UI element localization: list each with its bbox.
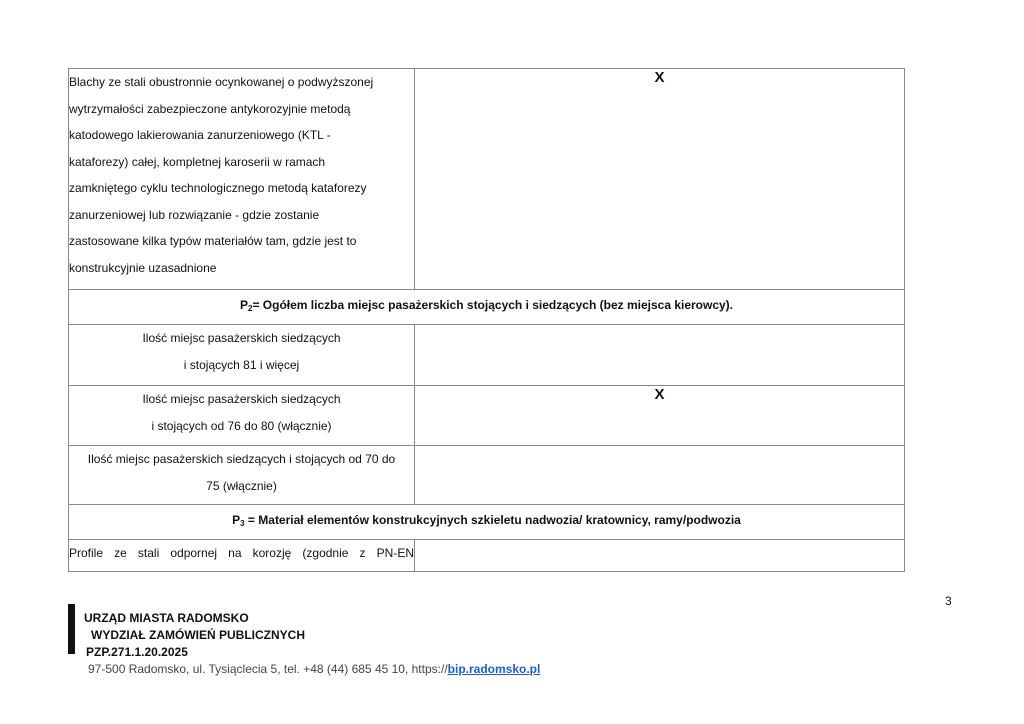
selection-mark-cell: [415, 446, 905, 505]
description-line: Ilość miejsc pasażerskich siedzących i stojących od 70 do: [87, 452, 396, 466]
description-line: Ilość miejsc pasażerskich siedzących: [142, 331, 341, 345]
table-row: [69, 69, 905, 290]
footer-contact: [84, 662, 540, 676]
header-prefix: P: [232, 513, 241, 527]
section-header-p2: [69, 290, 905, 325]
header-prefix: P: [239, 298, 248, 312]
table-row: [69, 446, 905, 505]
header-text: = Ogółem liczba miejsc pasażerskich stojących i siedzących (bez miejsca kierowcy).: [252, 298, 734, 312]
section-header-row: [69, 505, 905, 540]
selection-mark-cell: [415, 540, 905, 572]
table-row: [69, 325, 905, 386]
footer-reference: PZP.271.1.20.2025: [86, 645, 188, 659]
description-cell: [69, 325, 415, 386]
description-line: konstrukcyjnie uzasadnione: [69, 260, 217, 275]
footer-office: URZĄD MIASTA RADOMSKO: [84, 611, 249, 625]
description-line: Ilość miejsc pasażerskich siedzących: [142, 392, 341, 406]
header-subscript: 3: [240, 519, 245, 528]
selection-mark-cell: X: [415, 386, 905, 446]
description-line: katodowego lakierowania zanurzeniowego (KTL -: [69, 128, 331, 142]
footer-website-link[interactable]: bip.radomsko.pl: [447, 662, 541, 676]
header-text: = Materiał elementów konstrukcyjnych szkieletu nadwozia/ kratownicy, ramy/podwozia: [244, 513, 741, 527]
description-line: zanurzeniowej lub rozwiązanie - gdzie zostanie: [69, 207, 320, 222]
criteria-table: [68, 68, 905, 572]
section-header-p3: [69, 505, 905, 540]
description-cell: [69, 446, 415, 505]
selection-mark-cell: [415, 325, 905, 386]
footer-accent-bar: [68, 604, 75, 654]
selection-mark-cell: X: [415, 69, 905, 290]
description-cell: [69, 540, 415, 572]
section-header-row: [69, 290, 905, 325]
description-cell: [69, 386, 415, 446]
description-line: Blachy ze stali obustronnie ocynkowanej o podwyższonej: [69, 75, 374, 89]
description-line: zastosowane kilka typów materiałów tam, gdzie jest to: [69, 234, 357, 248]
table-row: [69, 540, 905, 572]
footer-department: WYDZIAŁ ZAMÓWIEŃ PUBLICZNYCH: [91, 628, 305, 642]
description-cell: [69, 69, 415, 290]
description-line: kataforezy) całej, kompletnej karoserii w ramach: [69, 154, 326, 169]
description-line: wytrzymałości zabezpieczone antykorozyjnie metodą: [69, 101, 351, 116]
page-number: 3: [945, 594, 952, 608]
description-line: zamkniętego cyklu technologicznego metodą kataforezy: [69, 181, 367, 195]
description-line: Profile ze stali odpornej na korozję (zgodnie z PN-EN: [69, 546, 414, 560]
description-line: i stojących 81 i więcej: [183, 357, 300, 372]
table-row: [69, 386, 905, 446]
header-subscript: 2: [248, 304, 253, 313]
description-line: 75 (włącznie): [206, 478, 277, 493]
description-line: i stojących od 76 do 80 (włącznie): [151, 418, 332, 433]
footer-address: 97-500 Radomsko, ul. Tysiąclecia 5, tel. +48 (44) 685 45 10, https://: [88, 662, 448, 676]
footer: [84, 611, 540, 676]
